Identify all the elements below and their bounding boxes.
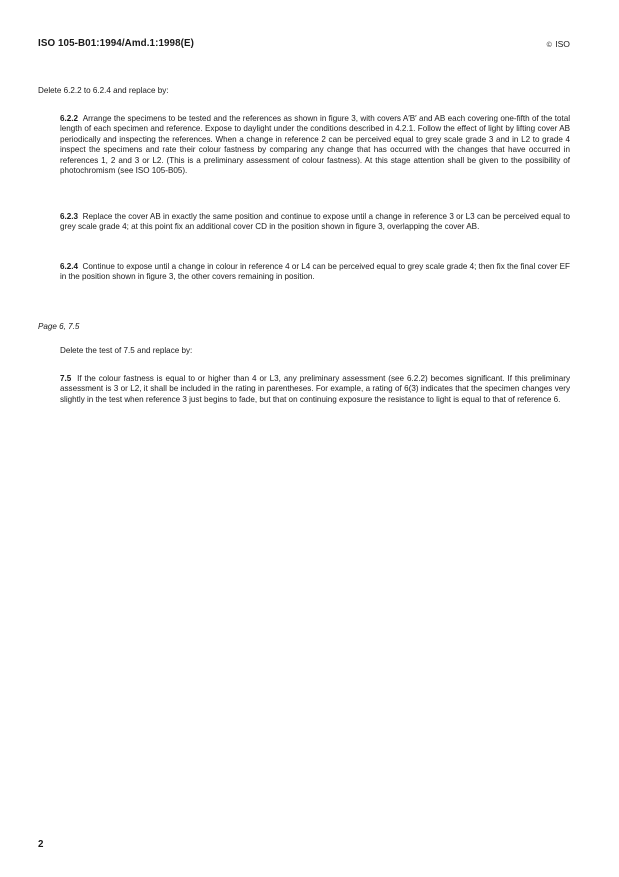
- copyright-symbol: ©: [546, 42, 552, 49]
- clause-text: Replace the cover AB in exactly the same position and continue to expose until a change in reference 3 or L3 can be perceived equal to grey scale grade 4; at this point fix an additional cover CD in the position shown in figure 3, overlapping the cover AB.: [60, 212, 570, 232]
- instruction-delete-622: Delete 6.2.2 to 6.2.4 and replace by:: [38, 86, 169, 95]
- instruction-delete-7-5: Delete the test of 7.5 and replace by:: [60, 346, 193, 355]
- copyright-notice: [547, 39, 570, 49]
- clause-6-2-4: [60, 262, 570, 283]
- clause-number: 7.5: [60, 374, 72, 383]
- clause-7-5: [60, 374, 570, 405]
- page-reference: Page 6, 7.5: [38, 322, 80, 331]
- clause-number: 6.2.3: [60, 212, 79, 221]
- clause-number: 6.2.4: [60, 262, 79, 271]
- document-title: ISO 105-B01:1994/Amd.1:1998(E): [38, 38, 195, 49]
- clause-6-2-3: [60, 212, 570, 233]
- clause-6-2-2: [60, 114, 570, 176]
- clause-text: Continue to expose until a change in colour in reference 4 or L4 can be perceived equal to grey scale grade 4; then fix the final cover EF in the position shown in figure 3, the other covers remaining in position.: [60, 262, 570, 282]
- clause-number: 6.2.2: [60, 114, 79, 123]
- copyright-owner: ISO: [555, 39, 570, 49]
- page-number: 2: [38, 839, 44, 850]
- clause-text: Arrange the specimens to be tested and the references as shown in figure 3, with covers A′B′ and AB each covering one-fifth of the total length of each specimen and reference. Expose to daylight under the conditions described in 4.2.1. Follow the effect of light by lifting cover AB periodically and inspecting the references. When a change in reference 2 can be perceived equal to grey scale grade 3 and in L2 to grade 4 inspect the specimens and rate their colour fastness by comparing any change that has occurred with the changes that have occurred in references 1, 2 and 3 or L2. (This is a preliminary assessment of colour fastness). At this stage attention shall be given to the possibility of photochromism (see ISO 105-B05).: [60, 114, 570, 176]
- clause-text: If the colour fastness is equal to or higher than 4 or L3, any preliminary assessment (see 6.2.2) becomes significant. If this preliminary assessment is 3 or L2, it shall be included in the rating in parentheses. For example, a rating of 6(3) indicates that the specimen changes very slightly in the test when reference 3 just begins to fade, but that on continuing exposure the resistance to light is equal to that of reference 6.: [60, 374, 571, 404]
